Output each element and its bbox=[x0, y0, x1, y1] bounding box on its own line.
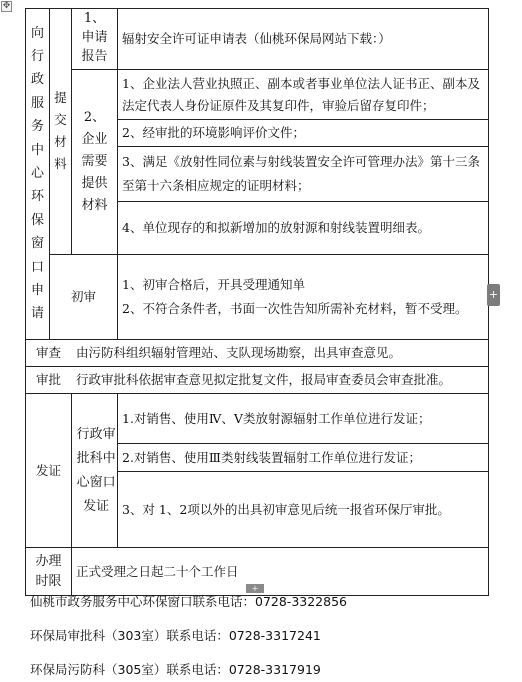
time-limit-label: 办理时限 bbox=[26, 548, 72, 596]
approval-content: 行政审批科依据审查意见拟定批复文件，报局审查委员会审查批准。 bbox=[72, 367, 489, 394]
initial-review-content bbox=[118, 255, 489, 340]
approval-label: 审批 bbox=[26, 367, 72, 394]
item2-row-1: 1、企业法人营业执照正、副本或者事业单位法人证书正、副本及法定代表人身份证原件及其复印件，审验后留存复印件； bbox=[118, 70, 489, 120]
item1-content: 辐射安全许可证申请表（仙桃环保局网站下载：） bbox=[118, 9, 489, 70]
item2-row-2: 2、经审批的环境影响评价文件； bbox=[118, 120, 489, 147]
review-content: 由污防科组织辐射管理站、支队现场勘察，出具审查意见。 bbox=[72, 340, 489, 367]
issue-row-3: 3、对 1、2项以外的出具初审意见后统一报省环保厅审批。 bbox=[118, 472, 489, 548]
contact-approval-dept: 环保局审批科（303室）联系电话：0728-3317241 bbox=[30, 628, 321, 643]
contact-window: 仙桃市政务服务中心环保窗口联系电话：0728-3322856 bbox=[30, 594, 347, 609]
review-label: 审查 bbox=[26, 340, 72, 367]
issue-label: 发证 bbox=[26, 394, 72, 548]
initial-review-label: 初审 bbox=[50, 255, 118, 340]
item2-row-4: 4、单位现存的和拟新增加的放射源和射线装置明细表。 bbox=[118, 202, 489, 255]
item1-label: 1、申请报告 bbox=[72, 9, 118, 70]
item2-label: 2、企业需要提供材料 bbox=[72, 70, 118, 255]
issue-row-1: 1.对销售、使用Ⅳ、Ⅴ类放射源辐射工作单位进行发证； bbox=[118, 394, 489, 444]
item2-row-3: 3、满足《放射性同位素与射线装置安全许可管理办法》第十三条至第十六条相应规定的证明材料； bbox=[118, 147, 489, 202]
move-icon[interactable]: ✥ bbox=[2, 1, 11, 11]
plus-icon[interactable]: + bbox=[487, 284, 500, 306]
initial-review-line-2: 2、不符合条件者，书面一次性告知所需补充材料，暂不受理。 bbox=[122, 301, 468, 316]
application-table bbox=[25, 8, 489, 596]
time-limit-content: 正式受理之日起二十个工作日 bbox=[72, 548, 489, 596]
resize-handle-icon[interactable]: + bbox=[246, 584, 264, 593]
issue-row-2: 2.对销售、使用Ⅲ类射线装置辐射工作单位进行发证； bbox=[118, 444, 489, 472]
initial-review-line-1: 1、初审合格后，开具受理通知单 bbox=[122, 277, 305, 292]
submit-materials-label: 提交材料 bbox=[50, 9, 72, 255]
left-column-label: 向行政服务中心环保窗口申请 bbox=[26, 9, 50, 340]
contact-pollution-dept: 环保局污防科（305室）联系电话：0728-3317919 bbox=[30, 662, 321, 677]
issue-dept-label: 行政审批科中心窗口发证 bbox=[72, 394, 118, 548]
